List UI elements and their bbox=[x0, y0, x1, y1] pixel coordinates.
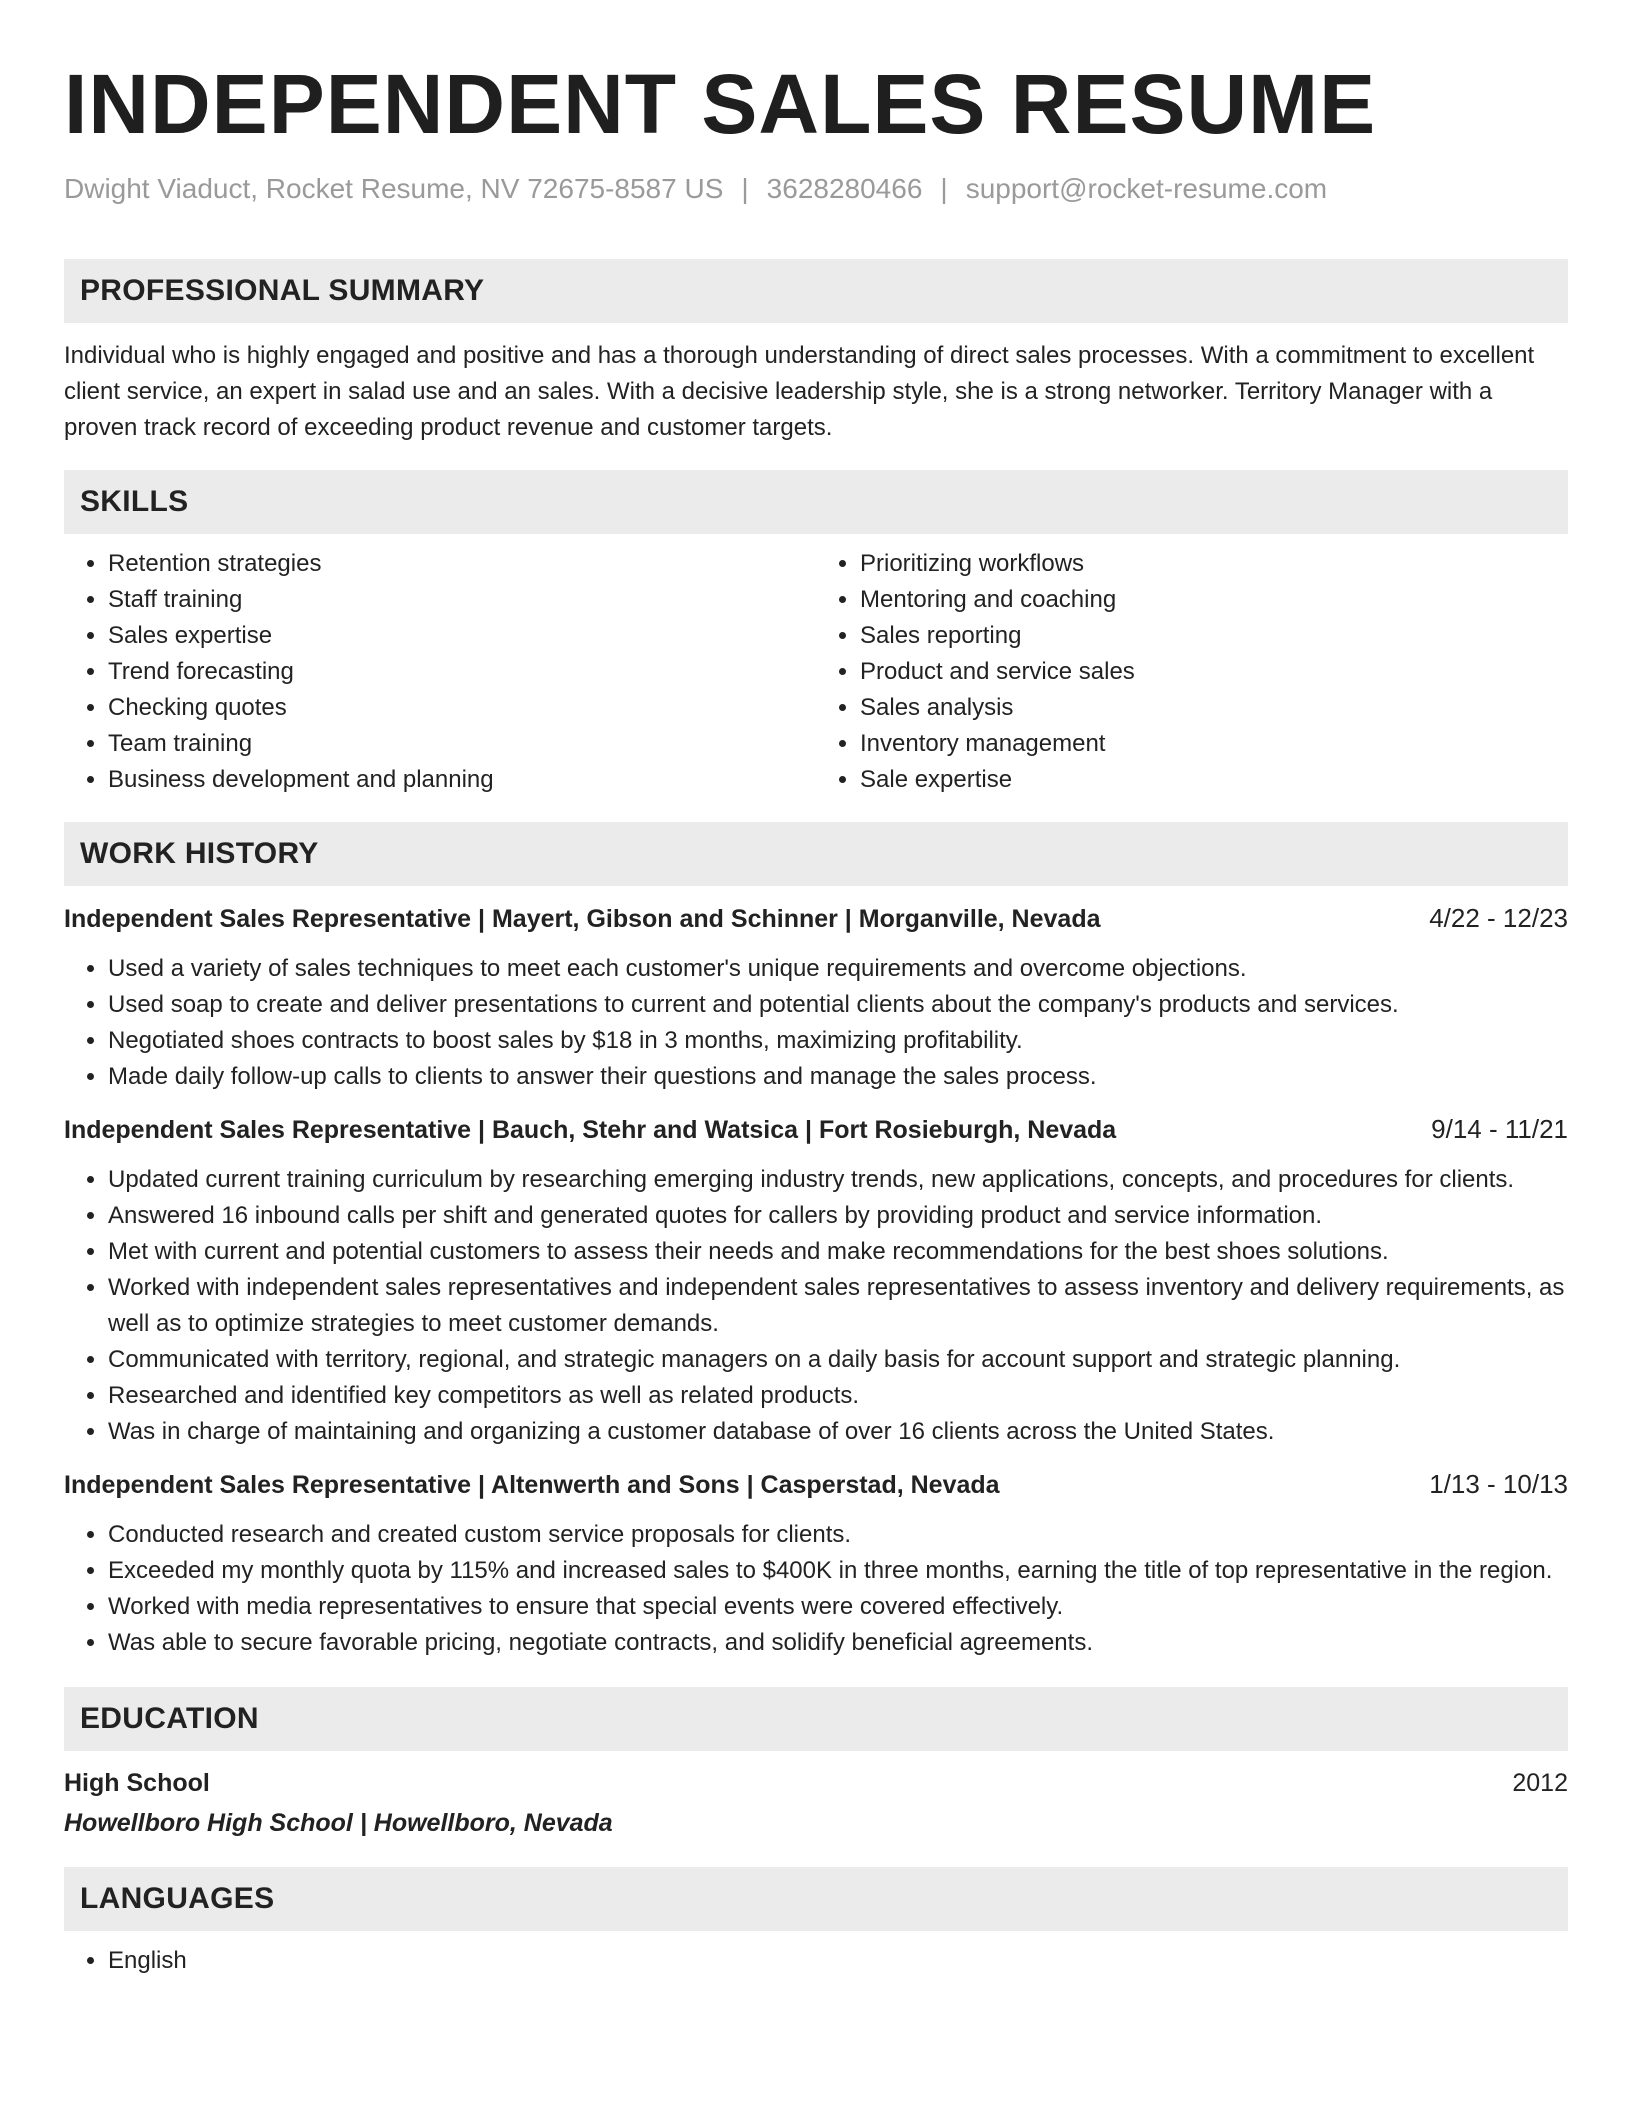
job-bullets bbox=[64, 1517, 1568, 1661]
skill-item: • Staff training bbox=[108, 582, 816, 618]
skills-column-right bbox=[816, 546, 1568, 798]
contact-address: Dwight Viaduct, Rocket Resume, NV 72675-8587 US bbox=[64, 173, 724, 204]
skill-item: • Sales expertise bbox=[108, 618, 816, 654]
skill-item: • Checking quotes bbox=[108, 690, 816, 726]
contact-separator: | bbox=[940, 173, 948, 204]
job-bullet: • Conducted research and created custom service proposals for clients. bbox=[108, 1517, 1568, 1553]
section-heading-work-history: WORK HISTORY bbox=[64, 822, 1568, 886]
section-heading-skills: SKILLS bbox=[64, 470, 1568, 534]
job-bullet: • Made daily follow-up calls to clients to answer their questions and manage the sales process. bbox=[108, 1059, 1568, 1095]
skill-item: • Trend forecasting bbox=[108, 654, 816, 690]
job-bullet: • Worked with media representatives to ensure that special events were covered effectively. bbox=[108, 1589, 1568, 1625]
section-heading-summary: PROFESSIONAL SUMMARY bbox=[64, 259, 1568, 323]
job-bullet: • Updated current training curriculum by researching emerging industry trends, new applications, concepts, and procedures for clients. bbox=[108, 1162, 1568, 1198]
job-dates: 1/13 - 10/13 bbox=[1429, 1468, 1568, 1499]
job-bullets bbox=[64, 951, 1568, 1095]
skill-item: • Business development and planning bbox=[108, 762, 816, 798]
job-bullet: • Worked with independent sales representatives and independent sales representatives to assess inventory and delivery requirements, as well as to optimize strategies to meet customer demands. bbox=[108, 1270, 1568, 1342]
resume-title: INDEPENDENT SALES RESUME bbox=[64, 57, 1377, 151]
job-bullets bbox=[64, 1162, 1568, 1450]
job-bullet: • Used soap to create and deliver presentations to current and potential clients about the company's products and services. bbox=[108, 987, 1568, 1023]
job-header bbox=[64, 900, 1568, 937]
job-bullet: • Answered 16 inbound calls per shift and generated quotes for callers by providing product and service information. bbox=[108, 1198, 1568, 1234]
job-header bbox=[64, 1466, 1568, 1503]
language-item: • English bbox=[108, 1943, 1568, 1979]
education-entry bbox=[64, 1765, 1568, 1841]
skill-item: • Mentoring and coaching bbox=[860, 582, 1568, 618]
job-header bbox=[64, 1111, 1568, 1148]
section-heading-education: EDUCATION bbox=[64, 1687, 1568, 1751]
education-header bbox=[64, 1765, 1568, 1801]
education-year: 2012 bbox=[1512, 1768, 1568, 1797]
skill-item: • Retention strategies bbox=[108, 546, 816, 582]
skill-item: • Sales reporting bbox=[860, 618, 1568, 654]
job-entry bbox=[64, 900, 1568, 1095]
languages-list bbox=[64, 1943, 1568, 1979]
job-dates: 9/14 - 11/21 bbox=[1431, 1113, 1568, 1144]
job-bullet: • Used a variety of sales techniques to meet each customer's unique requirements and overcome objections. bbox=[108, 951, 1568, 987]
job-bullet: • Negotiated shoes contracts to boost sales by $18 in 3 months, maximizing profitability. bbox=[108, 1023, 1568, 1059]
skill-item: • Prioritizing workflows bbox=[860, 546, 1568, 582]
skill-item: • Inventory management bbox=[860, 726, 1568, 762]
job-bullet: • Researched and identified key competitors as well as related products. bbox=[108, 1378, 1568, 1414]
job-bullet: • Was able to secure favorable pricing, negotiate contracts, and solidify beneficial agreements. bbox=[108, 1625, 1568, 1661]
skill-item: • Product and service sales bbox=[860, 654, 1568, 690]
section-heading-languages: LANGUAGES bbox=[64, 1867, 1568, 1931]
summary-text: Individual who is highly engaged and positive and has a thorough understanding of direct sales processes. With a commitment to excellent client service, an expert in salad use and an sales. With a decisive leadership style, she is a strong networker. Territory Manager with a proven track record of exceeding product revenue and customer targets. bbox=[64, 341, 1535, 441]
job-bullet: • Exceeded my monthly quota by 115% and increased sales to $400K in three months, earning the title of top representative in the region. bbox=[108, 1553, 1568, 1589]
job-title: Independent Sales Representative | Mayert, Gibson and Schinner | Morganville, Nevada bbox=[64, 904, 1101, 933]
skill-item: • Team training bbox=[108, 726, 816, 762]
job-entry bbox=[64, 1466, 1568, 1661]
contact-line bbox=[64, 172, 1568, 206]
education-school: Howellboro High School | Howellboro, Nevada bbox=[64, 1808, 613, 1837]
job-title: Independent Sales Representative | Altenwerth and Sons | Casperstad, Nevada bbox=[64, 1470, 1000, 1499]
contact-phone: 3628280466 bbox=[766, 173, 923, 204]
job-title: Independent Sales Representative | Bauch, Stehr and Watsica | Fort Rosieburgh, Nevada bbox=[64, 1115, 1117, 1144]
job-bullet: • Communicated with territory, regional, and strategic managers on a daily basis for account support and strategic planning. bbox=[108, 1342, 1568, 1378]
skill-item: • Sale expertise bbox=[860, 762, 1568, 798]
skills-list bbox=[64, 546, 1568, 798]
education-degree: High School bbox=[64, 1768, 210, 1797]
job-dates: 4/22 - 12/23 bbox=[1429, 902, 1568, 933]
skill-item: • Sales analysis bbox=[860, 690, 1568, 726]
contact-separator: | bbox=[741, 173, 749, 204]
job-bullet: • Was in charge of maintaining and organizing a customer database of over 16 clients across the United States. bbox=[108, 1414, 1568, 1450]
skills-column-left bbox=[64, 546, 816, 798]
contact-email: support@rocket-resume.com bbox=[965, 173, 1328, 204]
job-entry bbox=[64, 1111, 1568, 1450]
job-bullet: • Met with current and potential customers to assess their needs and make recommendations for the best shoes solutions. bbox=[108, 1234, 1568, 1270]
